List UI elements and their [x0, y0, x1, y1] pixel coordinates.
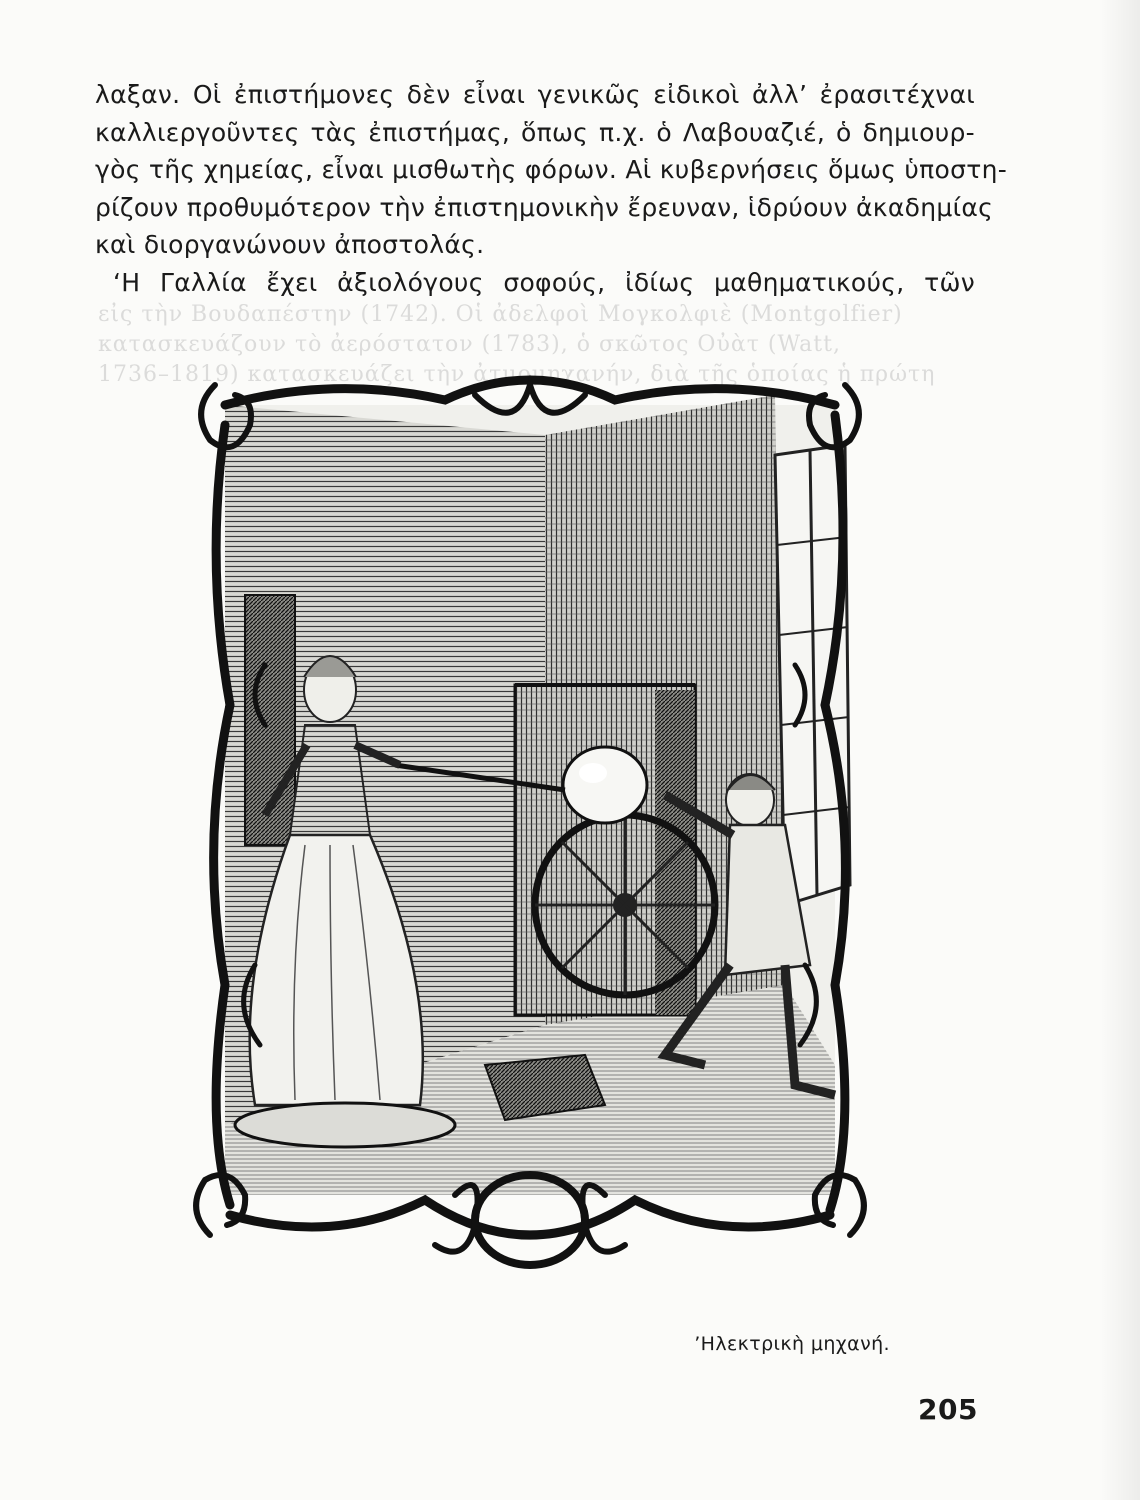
glass-globe: [563, 747, 647, 823]
electrical-machine-engraving: [185, 365, 875, 1280]
page-number: 205: [918, 1393, 978, 1426]
body-line-2: καλλιεργοῦντες τὰς ἐπιστήμας, ὅπως π.χ. ὁ Λαβουαζιέ, ὁ δημιουρ-: [95, 117, 975, 147]
basin: [235, 1103, 455, 1147]
body-paragraph: [95, 76, 1008, 301]
body-line-6: ‘Η Γαλλία ἔχει ἀξιολόγους σοφούς, ἰδίως μαθηματικούς, τῶν: [113, 267, 975, 297]
engraving-illustration: [185, 365, 875, 1280]
body-line-1: λαξαν. Οἱ ἐπιστήμονες δὲν εἶναι γενικῶς εἰδικοὶ ἀλλ’ ἐρασιτέχναι: [95, 80, 975, 109]
body-line-5: καὶ διοργανώνουν ἀποστολάς.: [95, 230, 485, 259]
machine-cabinet: [515, 685, 695, 1015]
machine-wheel: [535, 815, 715, 995]
bleed-through-line: κατασκευάζουν τὸ ἀερόστατον (1783), ὁ σκῶτος Οὐὰτ (Watt,: [98, 332, 841, 357]
body-line-3: γὸς τῆς χημείας, εἶναι μισθωτὴς φόρων. Αἱ κυβερνήσεις ὅμως ὑποστη-: [95, 155, 1008, 184]
figure-caption: ’Ηλεκτρικὴ μηχανή.: [694, 1333, 890, 1355]
body-line-4: ρίζουν προθυμότερον τὴν ἐπιστημονικὴν ἔρευναν, ἱδρύουν ἀκαδημίας: [95, 192, 994, 222]
page-edge-shadow: [1100, 0, 1140, 1500]
bleed-through-line: εἰς τὴν Βουδαπέστην (1742). Οἱ ἀδελφοὶ Μογκολφιὲ (Montgolfier): [98, 302, 903, 327]
bleed-through-line: 1736–1819) κατασκευάζει τὴν ἀτμομηχανήν, διὰ τῆς ὁποίας ἡ πρώτη: [98, 362, 936, 387]
